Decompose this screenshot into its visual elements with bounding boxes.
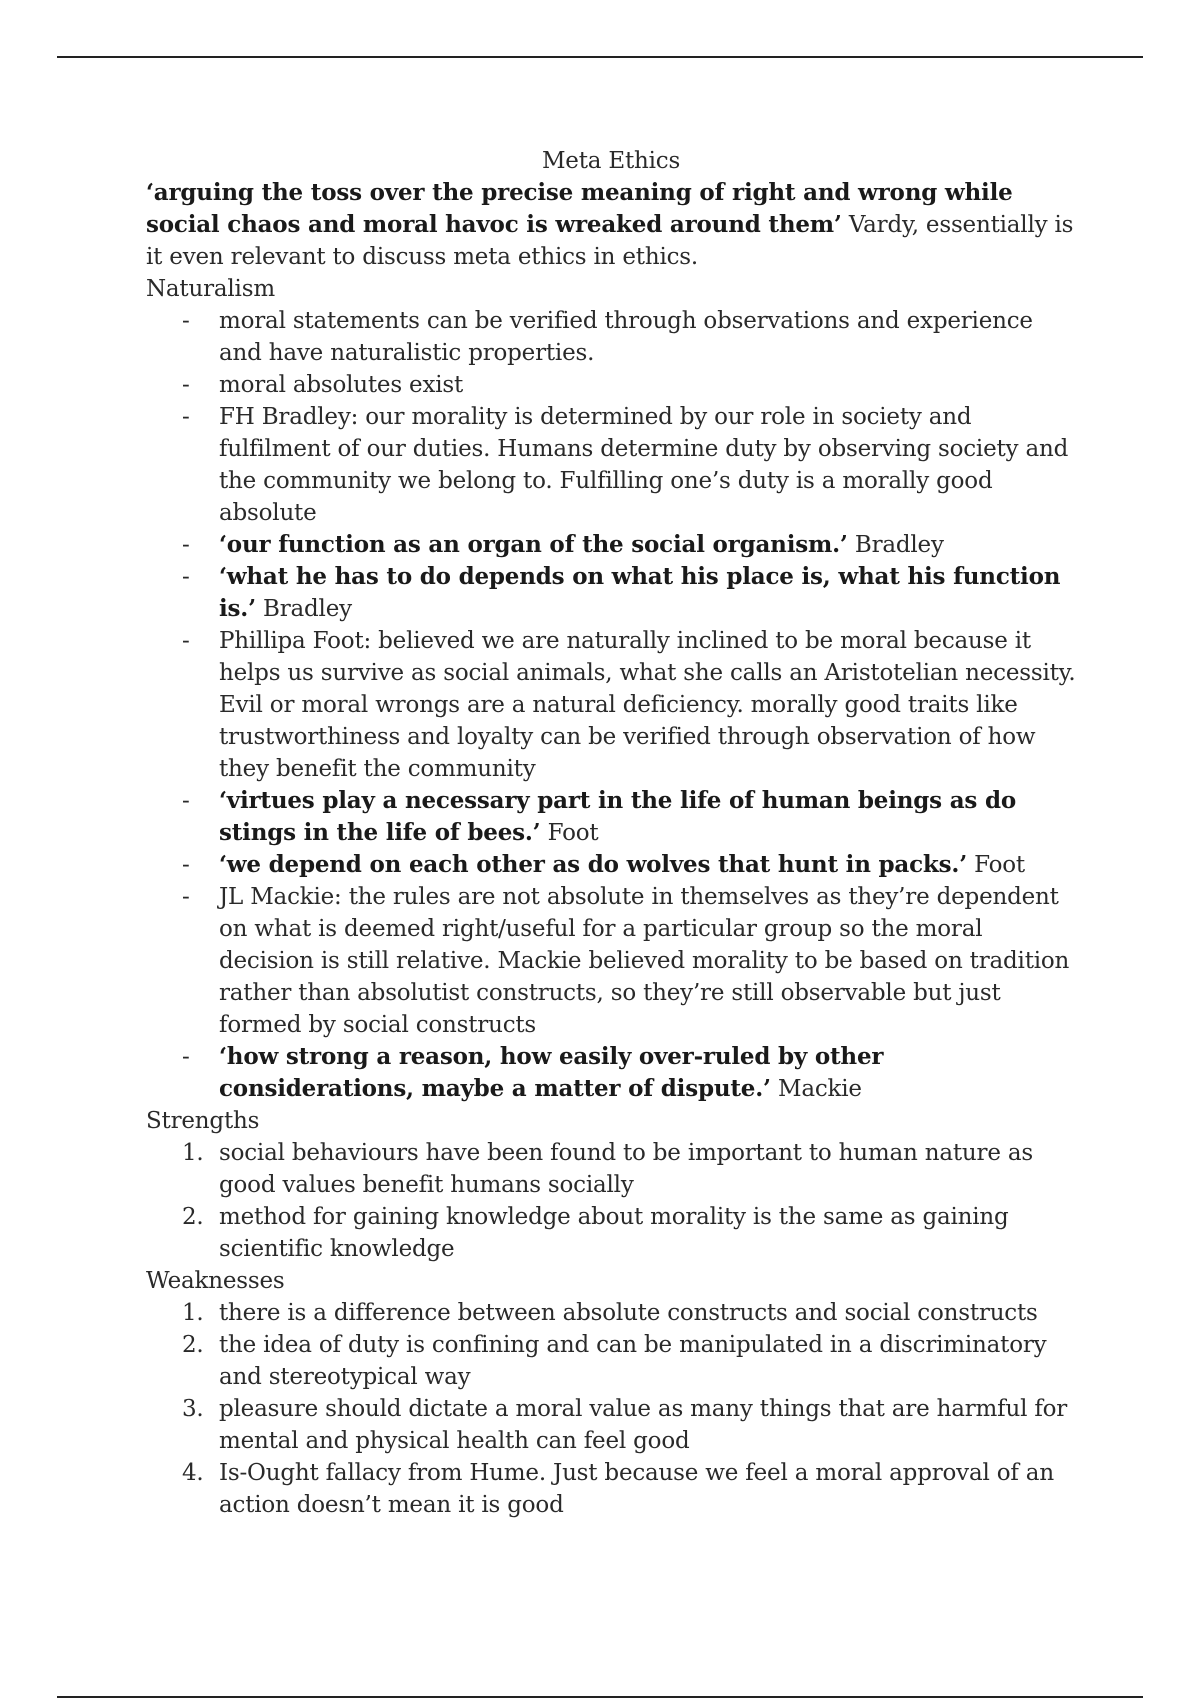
list-item: 1. there is a difference between absolute constructs and social constructs <box>182 1300 1038 1326</box>
list-item: - Phillipa Foot: believed we are naturally inclined to be moral because it helps us survive as social animals, what she calls an Aristotelian necessity. Evil or moral wrongs are a natural deficiency. morally good traits like trustworthiness and loyalty can be verified through observation of how they benefit the community <box>182 628 1076 782</box>
intro-text: Vardy, essentially is it even relevant to discuss meta ethics in ethics. <box>146 212 1074 270</box>
weaknesses-list <box>146 1297 1076 1521</box>
quote-author: Foot <box>540 820 599 846</box>
quote: ‘how strong a reason, how easily over-ruled by other considerations, maybe a matter of dispute.’ <box>219 1043 884 1102</box>
quote-author: Bradley <box>255 596 352 622</box>
quote-author: Bradley <box>847 532 944 558</box>
quote: ‘what he has to do depends on what his place is, what his function is.’ <box>219 563 1061 622</box>
list-item: 2. method for gaining knowledge about morality is the same as gaining scientific knowledge <box>182 1204 1009 1262</box>
strengths-heading: Strengths <box>146 1108 260 1134</box>
naturalism-list <box>146 305 1076 1105</box>
list-item: 2. the idea of duty is confining and can be manipulated in a discriminatory and stereotypical way <box>182 1332 1047 1390</box>
quote-author: Mackie <box>770 1076 862 1102</box>
list-item: - FH Bradley: our morality is determined by our role in society and fulfilment of our duties. Humans determine duty by observing society and the community we belong to. Fulfilling one’s duty is a morally good absolute <box>182 404 1069 526</box>
quote: ‘we depend on each other as do wolves that hunt in packs.’ <box>219 851 968 878</box>
list-item: 4. Is-Ought fallacy from Hume. Just because we feel a moral approval of an action doesn’t mean it is good <box>182 1460 1054 1518</box>
list-item: - ‘we depend on each other as do wolves that hunt in packs.’ Foot <box>182 851 1025 878</box>
naturalism-heading: Naturalism <box>146 276 275 302</box>
quote-author: Foot <box>967 852 1025 878</box>
list-item: - moral absolutes exist <box>182 372 464 398</box>
bottom-rule <box>57 1696 1143 1698</box>
list-item: 3. pleasure should dictate a moral value as many things that are harmful for mental and physical health can feel good <box>182 1396 1068 1454</box>
quote: ‘our function as an organ of the social organism.’ <box>219 531 848 558</box>
list-item: 1. social behaviours have been found to be important to human nature as good values benefit humans socially <box>182 1140 1033 1198</box>
list-item: - ‘what he has to do depends on what his place is, what his function is.’ Bradley <box>182 563 1061 622</box>
quote: ‘virtues play a necessary part in the life of human beings as do stings in the life of bees.’ <box>219 787 1016 846</box>
list-item: - JL Mackie: the rules are not absolute in themselves as they’re dependent on what is deemed right/useful for a particular group so the moral decision is still relative. Mackie believed morality to be based on tradition rather than absolutist constructs, so they’re still observable but just formed by social constructs <box>182 884 1070 1038</box>
strengths-list <box>146 1137 1076 1265</box>
page-title: Meta Ethics <box>541 148 681 174</box>
list-item: - moral statements can be verified through observations and experience and have naturalistic properties. <box>182 308 1033 366</box>
top-rule <box>57 56 1143 58</box>
weaknesses-heading: Weaknesses <box>146 1268 285 1294</box>
intro-paragraph <box>146 177 1076 273</box>
list-item: - ‘how strong a reason, how easily over-ruled by other considerations, maybe a matter of dispute.’ Mackie <box>182 1043 884 1102</box>
list-item: - ‘our function as an organ of the social organism.’ Bradley <box>182 531 944 558</box>
vardy-quote: ‘arguing the toss over the precise meaning of right and wrong while social chaos and moral havoc is wreaked around them’ <box>146 179 1013 238</box>
list-item: - ‘virtues play a necessary part in the life of human beings as do stings in the life of bees.’ Foot <box>182 787 1016 846</box>
document-body <box>146 145 1076 1521</box>
